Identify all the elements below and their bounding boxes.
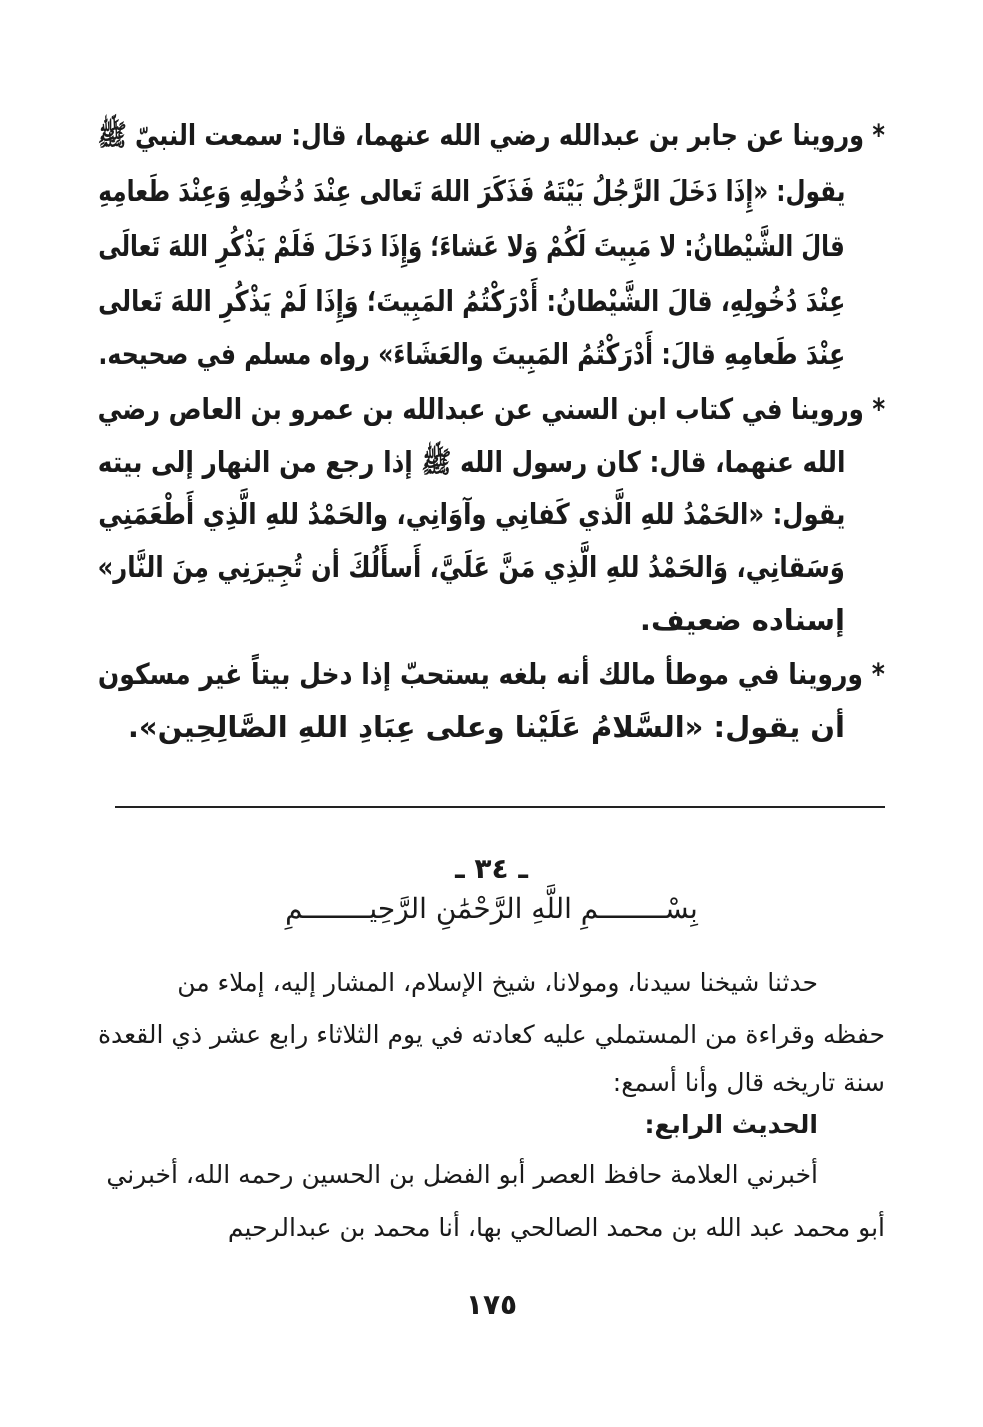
text-line: حدثنا شيخنا سيدنا، ومولانا، شيخ الإسلام، المشار إليه، إملاء من bbox=[177, 968, 818, 997]
text-line: يقول: «إِذَا دَخَلَ الرَّجُلُ بَيْتَهُ فَذَكَرَ اللهَ تَعالى عِنْدَ دُخُولِهِ وَعِنْدَ طَعامِهِ bbox=[97, 174, 845, 208]
text-line: أبو محمد عبد الله بن محمد الصالحي بها، أنا محمد بن عبدالرحيم bbox=[227, 1213, 885, 1242]
text-line: أن يقول: «السَّلامُ عَلَيْنا وعلى عِبَادِ اللهِ الصَّالِحِين». bbox=[127, 710, 845, 744]
hadith-heading: الحديث الرابع: bbox=[644, 1110, 818, 1139]
text-line: قالَ الشَّيْطانُ: لا مَبِيتَ لَكُمْ وَلا عَشاءَ؛ وَإِذَا دَخَلَ فَلَمْ يَذْكُرِ اللهَ تَعالَى bbox=[98, 229, 845, 263]
text-line: عِنْدَ طَعامِهِ قالَ: أَدْرَكْتُمُ المَبِيتَ والعَشَاءَ» رواه مسلم في صحيحه. bbox=[98, 337, 845, 371]
text-line: الله عنهما، قال: كان رسول الله ﷺ إذا رجع من النهار إلى بيته bbox=[97, 445, 845, 479]
text-line: * وروينا في كتاب ابن السني عن عبدالله بن عمرو بن العاص رضي bbox=[97, 392, 885, 426]
text-line: * وروينا في موطأ مالك أنه بلغه يستحبّ إذا دخل بيتاً غير مسكون bbox=[97, 657, 885, 691]
text-line: إسناده ضعيف. bbox=[639, 603, 845, 637]
section-divider bbox=[115, 806, 885, 808]
text-line: * وروينا عن جابر بن عبدالله رضي الله عنهما، قال: سمعت النبيّ ﷺ bbox=[97, 118, 885, 152]
basmala: بِسْــــــــمِ اللَّهِ الرَّحْمَٰنِ الرَّحِيــــــــمِ bbox=[285, 892, 698, 925]
page-number: ١٧٥ bbox=[465, 1288, 518, 1321]
section-number: ـ ٣٤ ـ bbox=[455, 852, 528, 885]
text-line: حفظه وقراءة من المستملي عليه كعادته في يوم الثلاثاء رابع عشر ذي القعدة bbox=[97, 1020, 885, 1049]
text-line: أخبرني العلامة حافظ العصر أبو الفضل بن الحسين رحمه الله، أخبرني bbox=[106, 1160, 818, 1189]
text-line: عِنْدَ دُخُولِهِ، قالَ الشَّيْطانُ: أَدْرَكْتُمُ المَبِيتَ؛ وَإِذَا لَمْ يَذْكُرِ اللهَ تَعالى bbox=[97, 284, 845, 318]
text-line: وَسَقانِي، وَالحَمْدُ للهِ الَّذِي مَنَّ عَلَيَّ، أَسأَلُكَ أن تُجِيرَنِي مِنَ النَّار» bbox=[97, 550, 845, 584]
text-line: يقول: «الحَمْدُ للهِ الَّذي كَفانِي وآوَانِي، والحَمْدُ للهِ الَّذِي أَطْعَمَنِي bbox=[97, 497, 845, 531]
text-line: سنة تاريخه قال وأنا أسمع: bbox=[612, 1068, 885, 1097]
